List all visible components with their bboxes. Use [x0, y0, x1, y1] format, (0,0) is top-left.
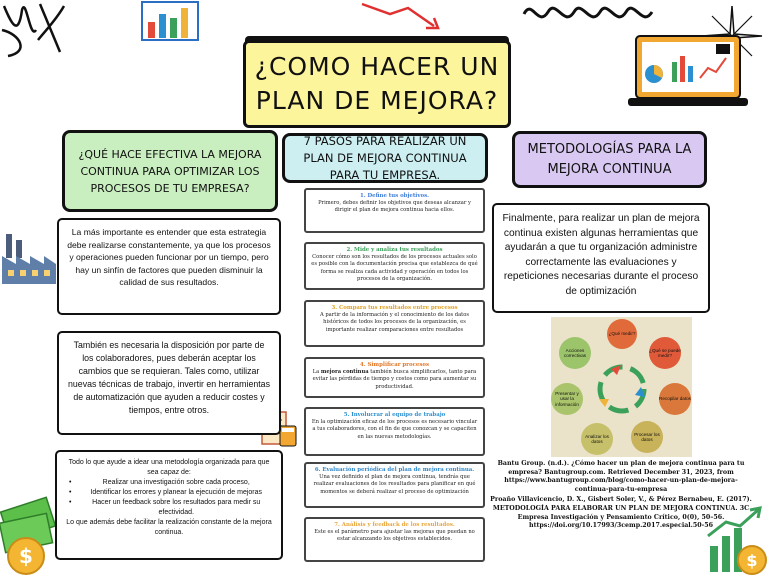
- left-text-box-2: También es necesaria la disposición por parte de los colaboradores, pues deberán aceptar los cambios que se requieran. Tales como, utilizar nuevas técnicas de trabajo, invertir en herramientas de automatización que ayuden a reducir costes y tiempos, entre otros.: [57, 331, 281, 435]
- box3-intro: Todo lo que ayude a idear una metodología organizada para que sea capaz de:: [68, 459, 270, 476]
- left-text-box-3: [55, 450, 283, 560]
- step-7: [304, 517, 485, 562]
- right-column-header: METODOLOGÍAS PARA LA MEJORA CONTINUA: [512, 131, 707, 188]
- list-item: • Realizar una investigación sobre cada proceso,: [69, 479, 250, 486]
- step-title: 3. Compara tus resultados entre procesos: [331, 305, 458, 311]
- step-title: 1. Define tus objetivos.: [360, 193, 429, 199]
- step-3: [304, 300, 485, 347]
- bar-chart-icon: [140, 0, 200, 42]
- left-text-box-1: La más importante es entender que esta estrategia debe realizarse constantemente, ya que los procesos y operaciones pueden funcionar por un tiempo, pero hay un sinfín de factores que pueden disminuir la calidad de sus resultados.: [57, 218, 281, 315]
- step-title: 5. Involucrar al equipo de trabajo: [343, 412, 446, 418]
- step-2: [304, 242, 485, 290]
- step-text: Primero, debes definir los objetivos que deseas alcanzar y dirigir el plan de mejora continua hacia ellos.: [318, 200, 471, 214]
- cycle-node: Recopilar datos: [659, 383, 691, 415]
- step-5: [304, 407, 485, 456]
- step-title: 2. Mide y analiza tus resultados: [346, 247, 443, 253]
- step-text: En la optimización eficaz de los procesos es necesario vincular a tus colaboradores, con el fin de que conozcan y se capaciten en las nuevas metodologías.: [311, 419, 478, 440]
- box3-bullet-list: [63, 478, 275, 518]
- list-item: • Hacer un feedback sobre los resultados para medir su efectividad.: [69, 499, 261, 516]
- list-item: • Identificar los errores y planear la ejecución de mejoras: [69, 489, 263, 496]
- emphasis: mejora continua: [320, 369, 369, 376]
- step-1: [304, 188, 485, 233]
- title-banner: [243, 40, 511, 128]
- cycle-node: Presentar y usar la información: [551, 383, 583, 415]
- step-text: Este es el parámetro para ajustar las mejoras que puedan no estar alcanzando los objetivos establecidos.: [314, 529, 475, 543]
- reference-2: Proaño Villavicencio, D. X., Gisbert Soler, V., & Pérez Bernabeu, E. (2017). METODOLOGÍA PARA ELABORAR UN PLAN DE MEJORA CONTINUA. 3C Empresa Investigación y Pensamiento Crítico, 0(0), 50–56. https://doi.org/10.17993/3cemp.2017.especial.50-56: [490, 496, 752, 530]
- cycle-node: Acciones correctivas: [559, 337, 591, 369]
- step-6: [304, 462, 485, 508]
- svg-text:$: $: [746, 551, 758, 570]
- downtrend-arrow-icon: [360, 0, 450, 34]
- cycle-node: ¿Qué medir?: [607, 319, 637, 349]
- laptop-analytics-icon: [626, 32, 750, 112]
- title-line-1: ¿COMO HACER UN: [254, 52, 500, 81]
- step-title: 6. Evaluación periódica del plan de mejora continua.: [314, 467, 475, 473]
- step-text: Una vez definido el plan de mejora continua, tendrás que realizar evaluaciones de los resultados para planificar en qué momentos se deberá realizar el proceso de optimización: [313, 474, 476, 495]
- step-text: La mejora continua también busca simplificarlos, tanto para evitar las pérdidas de tiempo y costos como para aumentar su productividad.: [312, 369, 477, 390]
- decorative-wave-top-right: [520, 0, 670, 30]
- step-text: Conocer cómo son los resultados de los procesos actuales solo es posible con la documentación precisa que establezca de qué forma se realiza cada actividad y operación en todos los procesos de la organización.: [311, 254, 478, 282]
- improvement-cycle-diagram: [551, 317, 692, 457]
- cycle-node: Analizar los datos: [581, 423, 613, 455]
- cycle-node: Procesar los datos: [631, 421, 663, 453]
- step-title: 7. Análisis y feedback de los resultados.: [334, 522, 455, 528]
- step-4: [304, 357, 485, 398]
- step-title: 4. Simplificar procesos: [359, 362, 429, 368]
- cycle-node: ¿Qué se puede medir?: [649, 337, 681, 369]
- decorative-scribble-top-left: [0, 0, 110, 60]
- reference-1: Bantu Group. (n.d.). ¿Cómo hacer un plan de mejora continua para tu empresa? Bantugroup.com. Retrieved December 31, 2023, from https://www.bantugroup.com/blog/como-hacer-un-plan-de-mejora-continua-para-tu-empresa: [497, 460, 745, 493]
- box3-outro: Lo que además debe facilitar la realización constante de la mejora continua.: [66, 519, 272, 536]
- svg-text:$: $: [19, 544, 33, 568]
- references: [490, 460, 752, 531]
- factory-icon: [0, 228, 58, 286]
- left-column-header: ¿QUÉ HACE EFECTIVA LA MEJORA CONTINUA PARA OPTIMIZAR LOS PROCESOS DE TU EMPRESA?: [62, 130, 278, 212]
- middle-column-header: 7 PASOS PARA REALIZAR UN PLAN DE MEJORA CONTINUA PARA TU EMPRESA.: [282, 133, 488, 183]
- right-text-box: Finalmente, para realizar un plan de mejora continua existen algunas herramientas que ayudarán a que tu organización administre correctamente las evaluaciones y repeticiones necesarias durante el proceso de optimización: [492, 203, 710, 313]
- step-text: A partir de la información y el conocimiento de los datos históricos de todos los procesos de la organización, es importante realizar comparaciones entre resultados: [319, 312, 470, 333]
- money-coin-icon-left: [0, 492, 56, 576]
- title-line-2: PLAN DE MEJORA?: [255, 86, 499, 115]
